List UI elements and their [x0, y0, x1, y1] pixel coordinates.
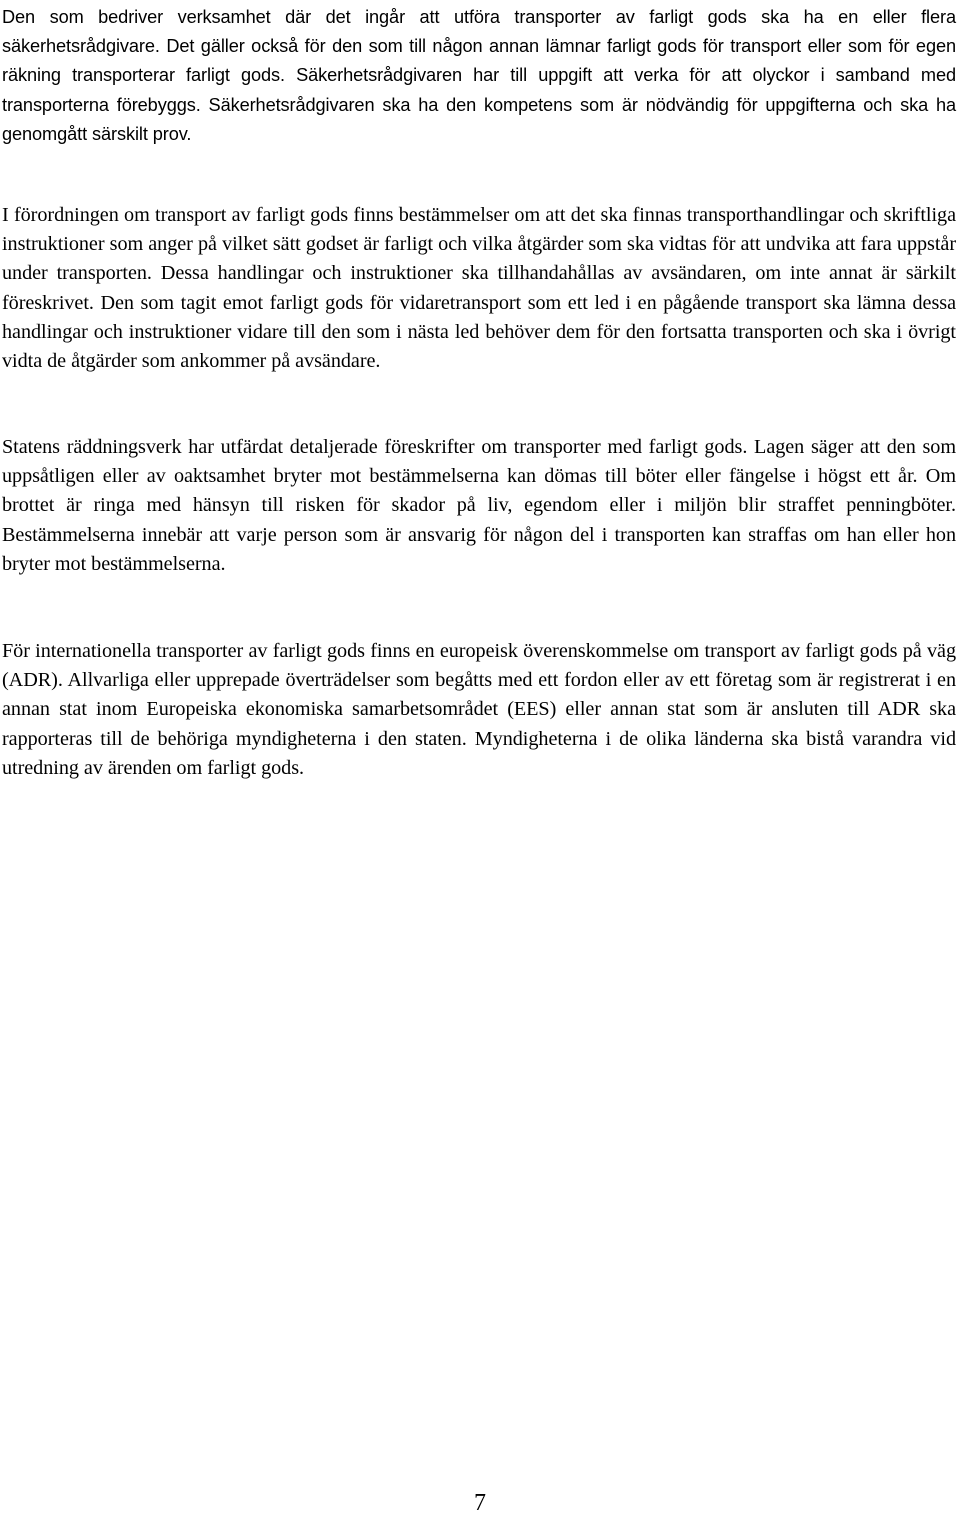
paragraph-international-adr: För internationella transporter av farligt gods finns en europeisk överenskommelse om transport av farligt gods på väg (ADR). Allvarliga eller upprepade överträdelser som begåtts med ett fordon eller av ett företag som är registrerat i en annan stat inom Europeiska ekonomiska samarbetsområdet (EES) eller annan stat som är ansluten till ADR ska rapporteras till de behöriga myndigheterna i den staten. Myndigheterna i de olika länderna ska bistå varandra vid utredning av ärenden om farligt gods.	[2, 640, 956, 779]
paragraph-penalties: Statens räddningsverk har utfärdat detaljerade föreskrifter om transporter med farligt gods. Lagen säger att den som uppsåtligen eller av oaktsamhet bryter mot bestämmelserna kan dömas till böter eller fängelse i högst ett år. Om brottet är ringa med hänsyn till risken för skador på liv, egendom eller i miljön blir straffet penningböter. Bestämmelserna innebär att varje person som är ansvarig för någon del i transporten kan straffas om han eller hon bryter mot bestämmelserna.	[2, 436, 956, 575]
paragraph-transport-documents: I förordningen om transport av farligt gods finns bestämmelser om att det ska finnas transporthandlingar och skriftliga instruktioner som anger på vilket sätt godset är farligt och vilka åtgärder som ska vidtas för att undvika att fara uppstår under transporten. Dessa handlingar och instruktioner ska tillhandahållas av avsändaren, om inte annat är särkilt föreskrivet. Den som tagit emot farligt gods för vidaretransport som ett led i en pågående transport ska lämna dessa handlingar och instruktioner vidare till den som i nästa led behöver dem för den fortsatta transporten och ska i övrigt vidta de åtgärder som ankommer på avsändare.	[2, 204, 956, 373]
paragraph-safety-advisor: Den som bedriver verksamhet där det ingår att utföra transporter av farligt gods ska ha en eller flera säkerhetsrådgivare. Det gäller också för den som till någon annan lämnar farligt gods för transport eller som för egen räkning transporterar farligt gods. Säkerhetsrådgivaren har till uppgift att verka för att olyckor i samband med transporterna förebyggs. Säkerhetsrådgivaren ska ha den kompetens som är nödvändig för uppgifterna och ska ha genomgått särskilt prov.	[2, 7, 956, 144]
page-number: 7	[474, 1490, 486, 1516]
